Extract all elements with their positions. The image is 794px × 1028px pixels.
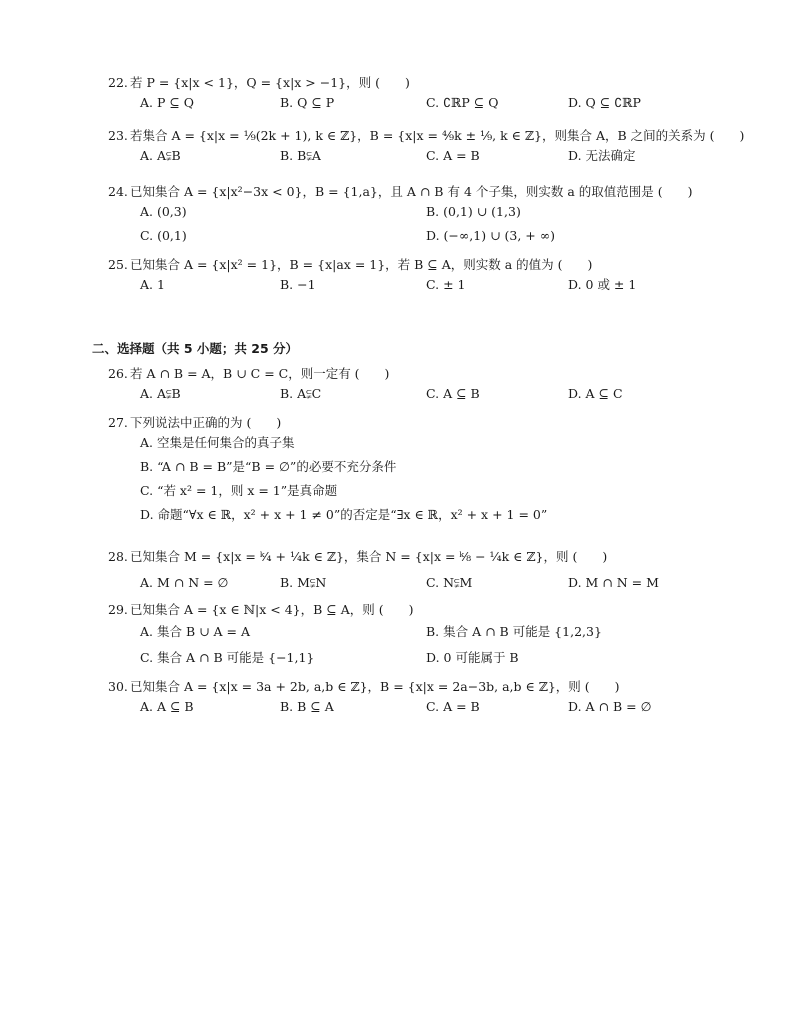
question-stem: 已知集合 A = {x ∈ ℕ|x < 4}，B ⊆ A，则 ( )	[130, 602, 414, 617]
question-number: 24.	[108, 184, 128, 199]
option-d: D. M ∩ N = M	[568, 575, 659, 590]
question-23	[108, 126, 748, 170]
question-number: 25.	[108, 257, 128, 272]
option-c: C. 集合 A ∩ B 可能是 {−1,1}	[140, 650, 315, 665]
option-d: D. Q ⊆ ∁ℝP	[568, 95, 641, 110]
option-a: A. A⫋B	[140, 386, 181, 401]
question-25	[108, 255, 748, 299]
question-27	[108, 413, 748, 529]
question-number: 26.	[108, 366, 128, 381]
question-number: 23.	[108, 128, 128, 143]
question-number: 27.	[108, 415, 128, 430]
question-stem: 若 P = {x|x < 1}，Q = {x|x > −1}，则 ( )	[130, 75, 410, 90]
option-c: C. N⫋M	[426, 575, 473, 590]
option-c: C. (0,1)	[140, 228, 187, 243]
question-22	[108, 73, 748, 117]
question-stem: 若集合 A = {x|x = ¹⁄₉(2k + 1), k ∈ ℤ}，B = {x|x = ⁴⁄₉k ± ¹⁄₉, k ∈ ℤ}，则集合 A，B 之间的关系为 ( )	[130, 128, 745, 143]
question-30	[108, 677, 748, 721]
option-b: B. −1	[280, 277, 316, 292]
option-b: B. “A ∩ B = B”是“B = ∅”的必要不充分条件	[140, 459, 397, 474]
option-a: A. A ⊆ B	[140, 699, 194, 714]
question-24	[108, 182, 748, 250]
option-a: A. M ∩ N = ∅	[140, 575, 229, 590]
option-c: C. ± 1	[426, 277, 466, 292]
option-d: D. 命题“∀x ∈ ℝ，x² + x + 1 ≠ 0”的否定是“∃x ∈ ℝ，x² + x + 1 = 0”	[140, 507, 548, 522]
option-d: D. 0 或 ± 1	[568, 277, 637, 292]
question-stem: 已知集合 A = {x|x² = 1}，B = {x|ax = 1}，若 B ⊆ A，则实数 a 的值为 ( )	[130, 257, 593, 272]
option-c: C. ∁ℝP ⊆ Q	[426, 95, 499, 110]
option-b: B. B⫋A	[280, 148, 321, 163]
option-d: D. A ⊆ C	[568, 386, 623, 401]
option-b: B. A⫋C	[280, 386, 322, 401]
question-number: 22.	[108, 75, 128, 90]
option-a: A. (0,3)	[140, 204, 187, 219]
option-b: B. Q ⊆ P	[280, 95, 335, 110]
question-stem: 已知集合 A = {x|x²−3x < 0}，B = {1,a}，且 A ∩ B 有 4 个子集，则实数 a 的取值范围是 ( )	[130, 184, 693, 199]
option-d: D. 0 可能属于 B	[426, 650, 519, 665]
option-a: A. 空集是任何集合的真子集	[140, 435, 295, 450]
option-c: C. A = B	[426, 699, 480, 714]
question-stem: 若 A ∩ B = A，B ∪ C = C，则一定有 ( )	[130, 366, 390, 381]
question-29	[108, 600, 748, 672]
option-d: D. 无法确定	[568, 148, 636, 163]
option-a: A. P ⊆ Q	[140, 95, 195, 110]
option-d: D. A ∩ B = ∅	[568, 699, 652, 714]
option-c: C. A ⊆ B	[426, 386, 480, 401]
question-number: 28.	[108, 549, 128, 564]
option-b: B. M⫋N	[280, 575, 327, 590]
question-number: 30.	[108, 679, 128, 694]
option-a: A. A⫋B	[140, 148, 181, 163]
question-stem: 已知集合 A = {x|x = 3a + 2b, a,b ∈ ℤ}，B = {x|x = 2a−3b, a,b ∈ ℤ}，则 ( )	[130, 679, 620, 694]
option-b: B. (0,1) ∪ (1,3)	[426, 204, 521, 219]
question-28	[108, 547, 748, 597]
option-d: D. (−∞,1) ∪ (3, + ∞)	[426, 228, 556, 243]
question-stem: 下列说法中正确的为 ( )	[130, 415, 282, 430]
option-b: B. 集合 A ∩ B 可能是 {1,2,3}	[426, 624, 602, 639]
option-a: A. 集合 B ∪ A = A	[140, 624, 251, 639]
question-number: 29.	[108, 602, 128, 617]
section-title: 二、选择题（共 5 小题；共 25 分）	[92, 341, 299, 356]
option-c: C. “若 x² = 1，则 x = 1”是真命题	[140, 483, 338, 498]
question-26	[108, 364, 748, 408]
option-c: C. A = B	[426, 148, 480, 163]
option-b: B. B ⊆ A	[280, 699, 334, 714]
option-a: A. 1	[140, 277, 165, 292]
question-stem: 已知集合 M = {x|x = ᵏ⁄₄ + ¹⁄₄k ∈ ℤ}，集合 N = {x|x = ᵏ⁄₈ − ¹⁄₄k ∈ ℤ}，则 ( )	[130, 549, 608, 564]
